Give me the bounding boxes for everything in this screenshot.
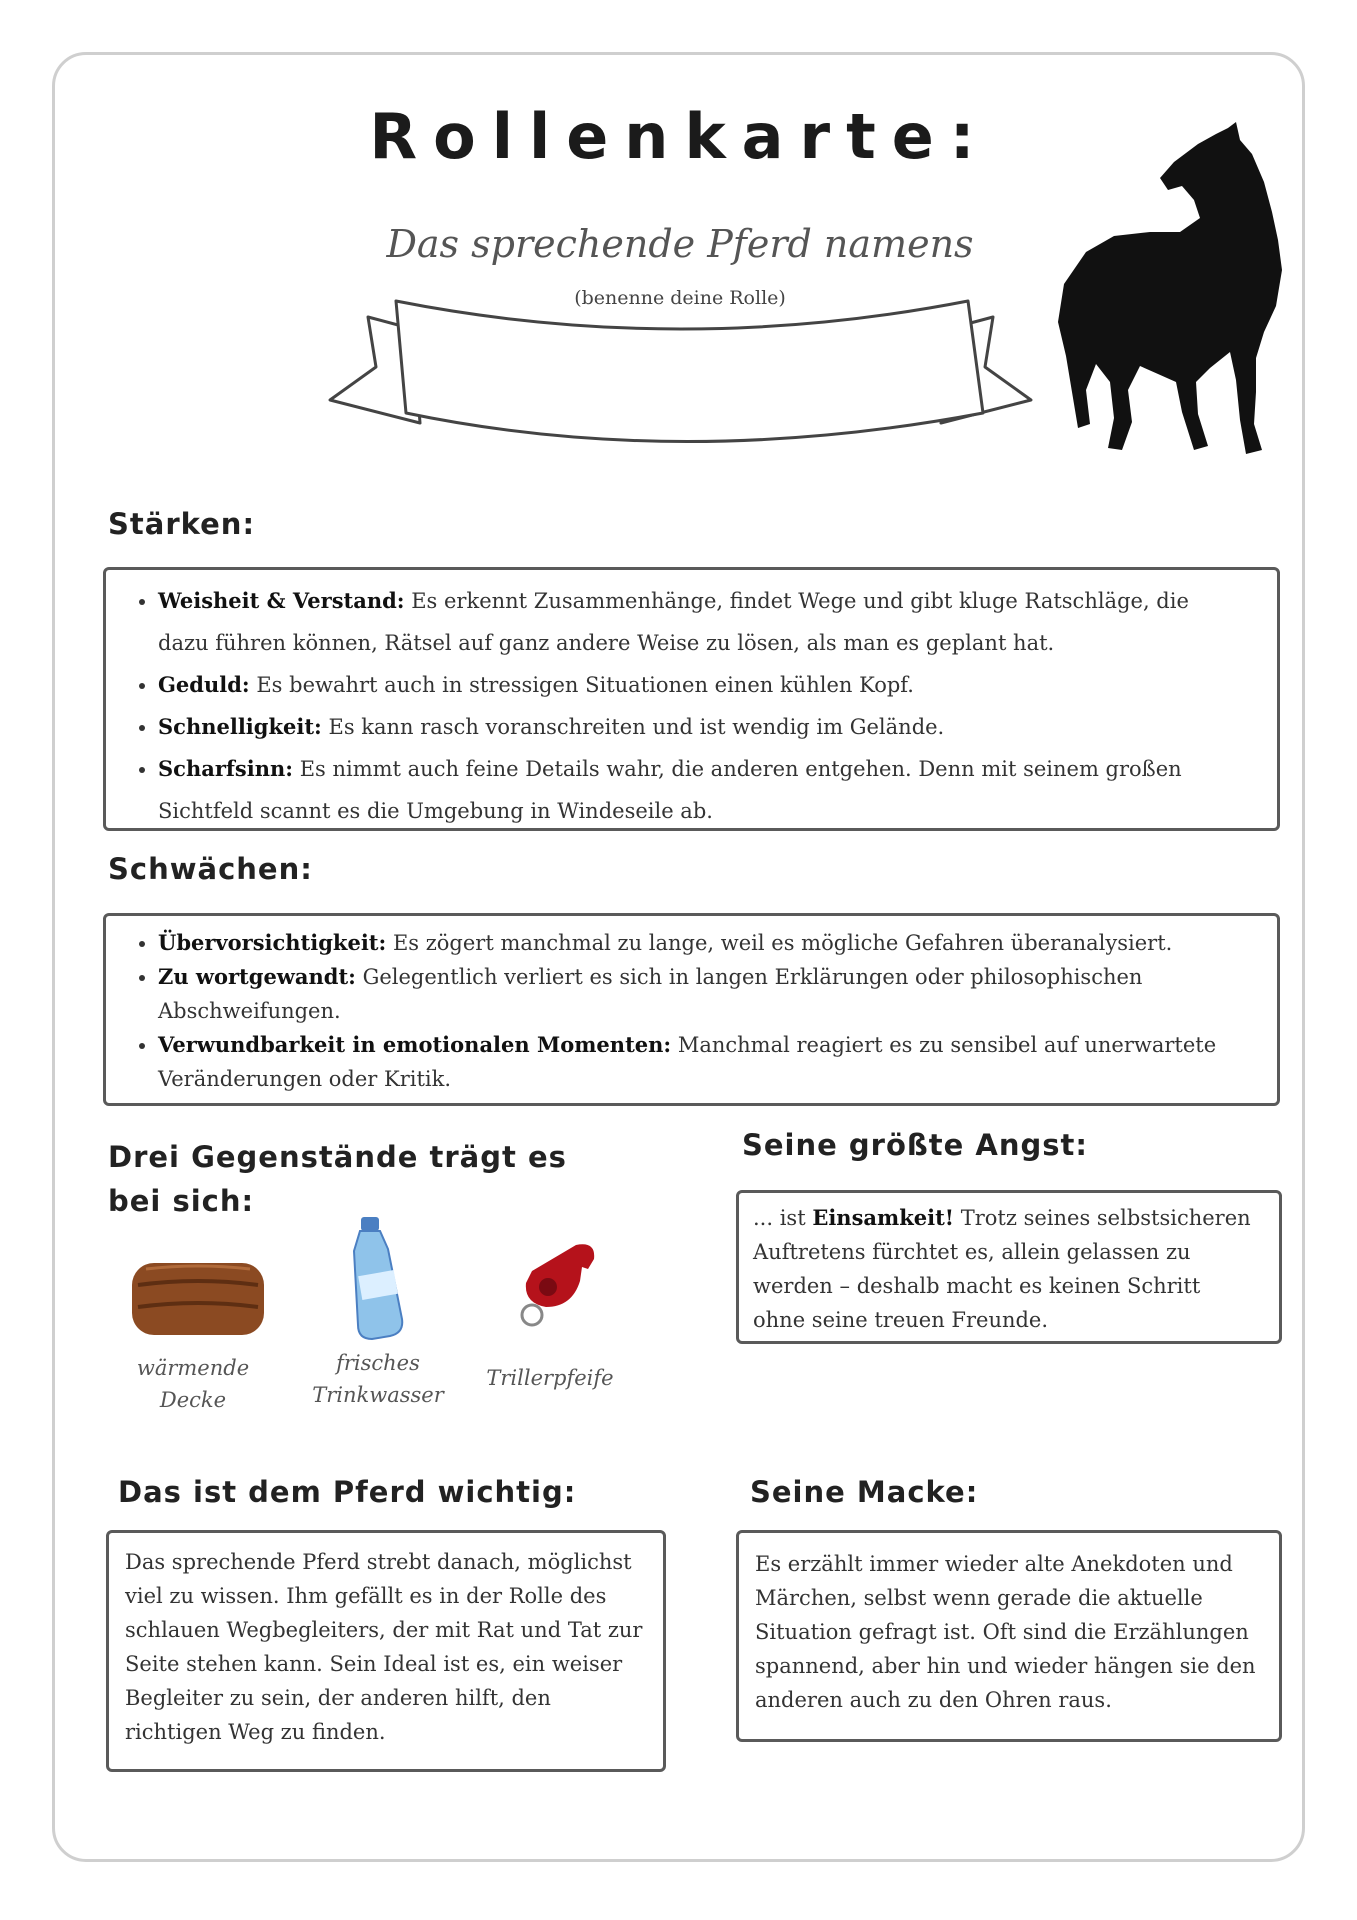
weaknesses-heading: Schwächen: — [108, 852, 313, 886]
items-heading: Drei Gegenstände trägt es bei sich: — [108, 1140, 567, 1218]
name-banner[interactable] — [318, 295, 1043, 470]
strengths-box — [103, 567, 1280, 831]
important-heading: Das ist dem Pferd wichtig: — [118, 1475, 577, 1509]
list-item: • Scharfsinn: Es nimmt auch feine Details wahr, die anderen entgehen. Denn mit seinem großen Sichtfeld scannt es die Umgebung in Windeseile ab. — [158, 748, 1229, 832]
subtitle: Das sprechende Pferd namens — [386, 222, 974, 266]
item-label-whistle: Trillerpfeife — [486, 1366, 614, 1390]
quirk-heading: Seine Macke: — [750, 1475, 979, 1509]
item-label-water: frisches Trinkwasser — [312, 1351, 444, 1407]
fear-heading: Seine größte Angst: — [742, 1128, 1088, 1162]
blanket-icon — [128, 1255, 268, 1340]
page-title: Rollenkarte: — [369, 100, 991, 173]
list-item: • Übervorsichtigkeit: Es zögert manchmal zu lange, weil es mögliche Gefahren überanalysiert. — [158, 926, 1229, 960]
name-hint: (benenne deine Rolle) — [574, 287, 786, 309]
quirk-text: Es erzählt immer wieder alte Anekdoten und Märchen, selbst wenn gerade die aktuelle Situation gefragt ist. Oft sind die Erzählungen spannend, aber hin und wieder hängen sie den anderen auch zu den Ohren raus. — [755, 1552, 1256, 1712]
important-box — [106, 1530, 666, 1772]
quirk-box — [736, 1530, 1282, 1742]
fear-text: ... ist Einsamkeit! Trotz seines selbstsicheren Auftretens fürchtet es, allein gelassen zu werden – deshalb macht es keinen Schritt ohne seine treuen Freunde. — [753, 1205, 1251, 1332]
list-item: • Weisheit & Verstand: Es erkennt Zusammenhänge, findet Wege und gibt kluge Ratschläge, die dazu führen können, Rätsel auf ganz andere Weise zu lösen, als man es geplant hat. — [158, 580, 1229, 664]
water-bottle-icon — [338, 1215, 410, 1340]
weaknesses-list — [116, 926, 1229, 1096]
strengths-heading: Stärken: — [108, 507, 256, 541]
list-item: • Verwundbarkeit in emotionalen Momenten: Manchmal reagiert es zu sensibel auf unerwartete Veränderungen oder Kritik. — [158, 1028, 1229, 1096]
strengths-list — [116, 580, 1229, 832]
item-label-blanket: wärmende Decke — [136, 1356, 250, 1412]
whistle-icon — [512, 1237, 600, 1332]
important-text: Das sprechende Pferd strebt danach, möglichst viel zu wissen. Ihm gefällt es in der Rolle des schlauen Wegbegleiters, der mit Rat und Tat zur Seite stehen kann. Sein Ideal ist es, ein weiser Begleiter zu sein, der anderen hilft, den richtigen Weg zu finden. — [125, 1550, 643, 1744]
weaknesses-box — [103, 913, 1280, 1106]
list-item: • Schnelligkeit: Es kann rasch voranschreiten und ist wendig im Gelände. — [158, 706, 1229, 748]
horse-silhouette — [1050, 120, 1285, 460]
fear-box — [736, 1190, 1282, 1344]
list-item: • Zu wortgewandt: Gelegentlich verliert es sich in langen Erklärungen oder philosophischen Abschweifungen. — [158, 960, 1229, 1028]
list-item: • Geduld: Es bewahrt auch in stressigen Situationen einen kühlen Kopf. — [158, 664, 1229, 706]
